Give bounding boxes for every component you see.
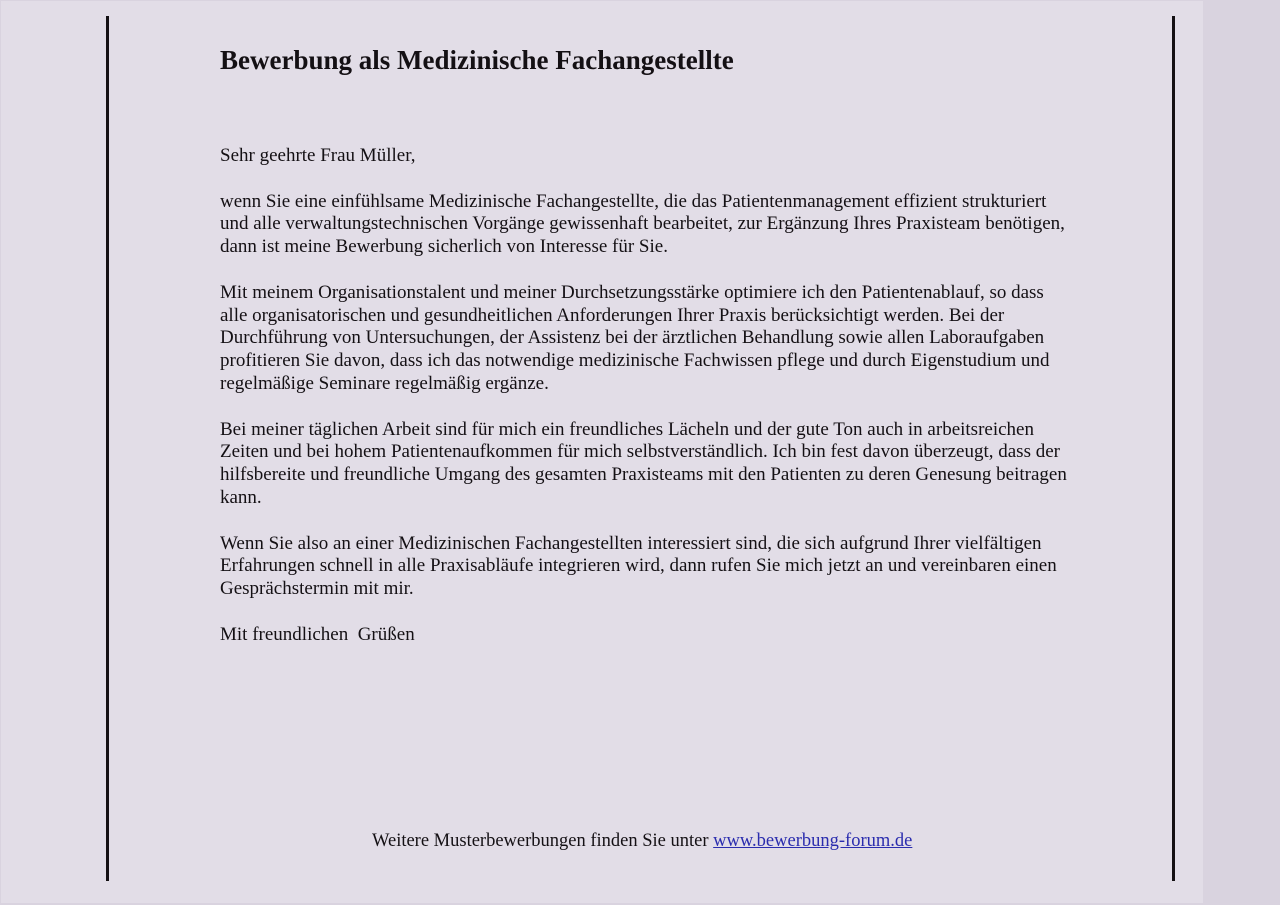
closing: Mit freundlichen Grüßen <box>220 623 415 645</box>
left-border-line <box>106 16 109 881</box>
letter-body <box>220 145 1070 669</box>
footer-link[interactable]: www.bewerbung-forum.de <box>713 831 913 851</box>
footer-line <box>372 829 912 853</box>
right-border-line <box>1172 16 1175 881</box>
paragraph-1: wenn Sie eine einfühlsame Medizinische Fachangestellte, die das Patientenmanagement effizient strukturiert und alle verwaltungstechnischen Vorgänge gewissenhaft bearbeitet, zur Ergänzung Ihres Praxisteam benötigen, dann ist meine Bewerbung sicherlich von Interesse für Sie. <box>220 190 1065 258</box>
salutation: Sehr geehrte Frau Müller, <box>220 145 416 166</box>
document-page <box>1 1 1203 903</box>
paragraph-2: Mit meinem Organisationstalent und meiner Durchsetzungsstärke optimiere ich den Patientenablauf, so dass alle organisatorischen und gesundheitlichen Anforderungen Ihrer Praxis berücksichtigt werden. Bei der Durchführung von Untersuchungen, der Assistenz bei der ärztlichen Behandlung sowie allen Laboraufgaben profitieren Sie davon, dass ich das notwendige medizinische Fachwissen pflege und durch Eigenstudium und regelmäßige Seminare regelmäßig ergänze. <box>220 281 1050 394</box>
footer-text: Weitere Musterbewerbungen finden Sie unter <box>372 831 714 851</box>
paragraph-3: Bei meiner täglichen Arbeit sind für mich ein freundliches Lächeln und der gute Ton auch in arbeitsreichen Zeiten und bei hohem Patientenaufkommen für mich selbstverständlich. Ich bin fest davon überzeugt, dass der hilfsbereite und freundliche Umgang des gesamten Praxisteams mit den Patienten zu deren Genesung beitragen kann. <box>220 418 1067 508</box>
paragraph-4: Wenn Sie also an einer Medizinischen Fachangestellten interessiert sind, die sich aufgrund Ihrer vielfältigen Erfahrungen schnell in alle Praxisabläufe integrieren wird, dann rufen Sie mich jetzt an und vereinbaren einen Gesprächstermin mit mir. <box>220 532 1057 600</box>
document-title: Bewerbung als Medizinische Fachangestellte <box>220 45 734 75</box>
